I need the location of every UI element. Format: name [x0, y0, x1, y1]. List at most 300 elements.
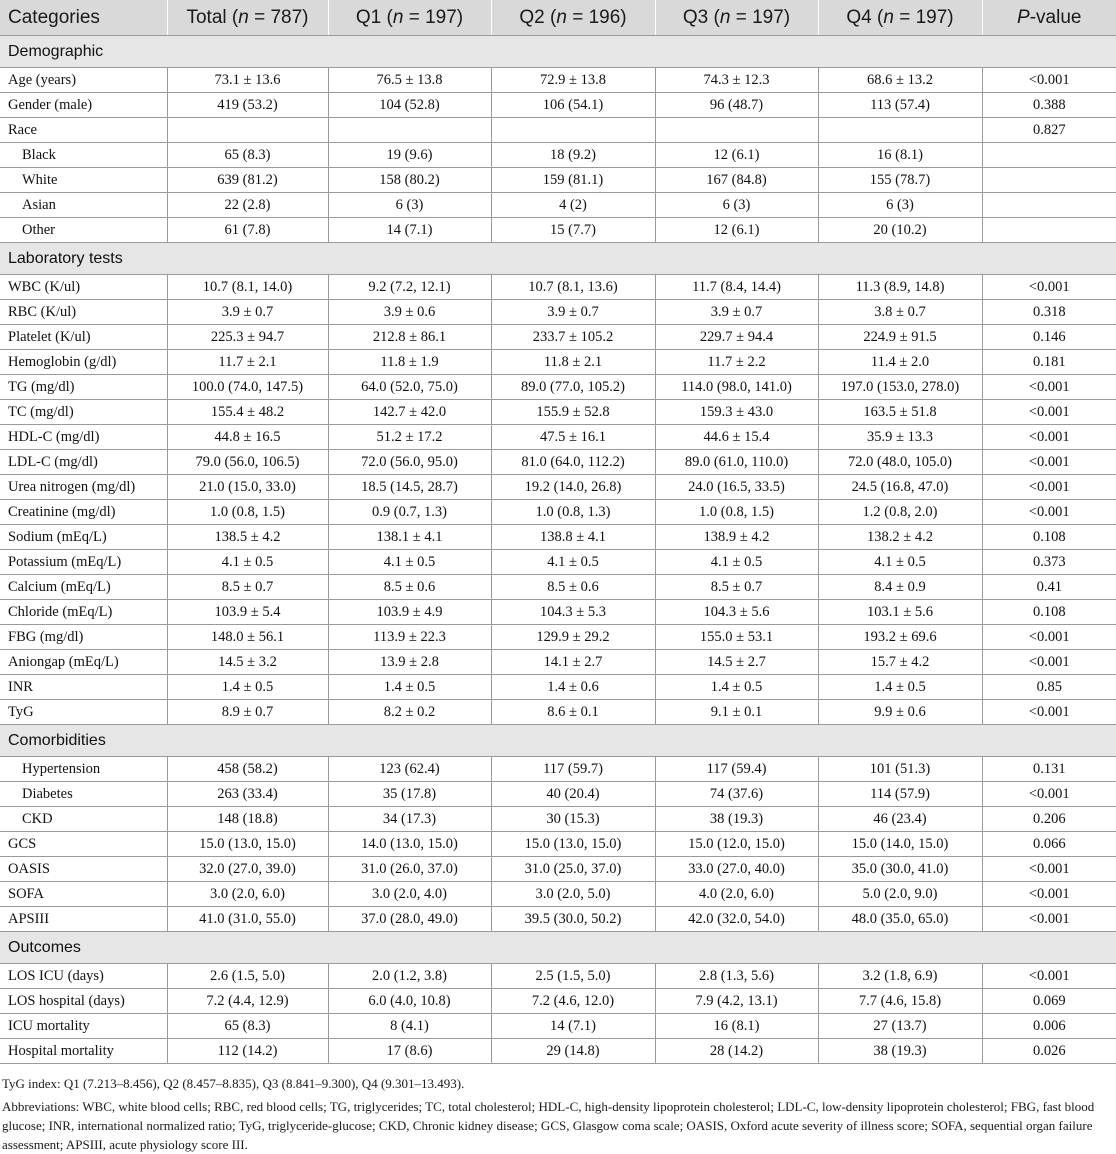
value-cell: 101 (51.3): [818, 757, 982, 782]
value-cell: 74 (37.6): [655, 782, 818, 807]
value-cell: 2.5 (1.5, 5.0): [491, 964, 655, 989]
value-cell: 30 (15.3): [491, 807, 655, 832]
value-cell: 11.4 ± 2.0: [818, 350, 982, 375]
p-value-cell: 0.41: [982, 575, 1116, 600]
abbreviations-note: Abbreviations: WBC, white blood cells; RBC, red blood cells; TG, triglycerides; TC, total cholesterol; HDL-C, high-density lipoprotein cholesterol; LDL-C, low-density lipoprotein cholesterol; FBG, fast blood glucose; INR, international normalized ratio; TyG, triglyceride-glucose; CKD, Chronic kidney disease; GCS, Glasgow coma scale; OASIS, Oxford acute severity of illness score; SOFA, sequential organ failure assessment; APSIII, acute physiology score III.: [2, 1099, 1095, 1152]
table-row: [0, 575, 1116, 600]
table-row: [0, 68, 1116, 93]
row-label: Creatinine (mg/dl): [0, 500, 167, 525]
value-cell: 14.1 ± 2.7: [491, 650, 655, 675]
table-row: [0, 675, 1116, 700]
p-value-cell: 0.069: [982, 989, 1116, 1014]
table-row: [0, 400, 1116, 425]
table-row: [0, 475, 1116, 500]
value-cell: 8.5 ± 0.7: [167, 575, 328, 600]
value-cell: 15.0 (12.0, 15.0): [655, 832, 818, 857]
value-cell: 8.6 ± 0.1: [491, 700, 655, 725]
p-value-cell: <0.001: [982, 475, 1116, 500]
row-label: OASIS: [0, 857, 167, 882]
value-cell: 113.9 ± 22.3: [328, 625, 491, 650]
table-row: [0, 857, 1116, 882]
value-cell: 14 (7.1): [328, 218, 491, 243]
value-cell: 21.0 (15.0, 33.0): [167, 475, 328, 500]
value-cell: 103.9 ± 5.4: [167, 600, 328, 625]
section-title: Outcomes: [0, 932, 1116, 964]
value-cell: 6 (3): [655, 193, 818, 218]
value-cell: 11.8 ± 2.1: [491, 350, 655, 375]
header-q2: Q2 (n = 196): [491, 0, 655, 36]
row-label: LOS ICU (days): [0, 964, 167, 989]
row-label: White: [0, 168, 167, 193]
value-cell: 72.0 (48.0, 105.0): [818, 450, 982, 475]
value-cell: 4.1 ± 0.5: [328, 550, 491, 575]
table-row: [0, 1039, 1116, 1064]
value-cell: 163.5 ± 51.8: [818, 400, 982, 425]
row-label: Urea nitrogen (mg/dl): [0, 475, 167, 500]
value-cell: 72.0 (56.0, 95.0): [328, 450, 491, 475]
value-cell: [167, 118, 328, 143]
p-value-cell: 0.066: [982, 832, 1116, 857]
value-cell: 2.0 (1.2, 3.8): [328, 964, 491, 989]
p-value-cell: 0.131: [982, 757, 1116, 782]
p-value-cell: 0.146: [982, 325, 1116, 350]
value-cell: 44.8 ± 16.5: [167, 425, 328, 450]
value-cell: 68.6 ± 13.2: [818, 68, 982, 93]
p-value-cell: <0.001: [982, 375, 1116, 400]
row-label: Aniongap (mEq/L): [0, 650, 167, 675]
p-value-cell: <0.001: [982, 450, 1116, 475]
value-cell: 2.8 (1.3, 5.6): [655, 964, 818, 989]
value-cell: 35 (17.8): [328, 782, 491, 807]
table-row: [0, 1014, 1116, 1039]
row-label: RBC (K/ul): [0, 300, 167, 325]
value-cell: 3.9 ± 0.7: [167, 300, 328, 325]
table-row: [0, 882, 1116, 907]
value-cell: 24.5 (16.8, 47.0): [818, 475, 982, 500]
table-row: [0, 989, 1116, 1014]
section-header-row: [0, 932, 1116, 964]
value-cell: 10.7 (8.1, 14.0): [167, 275, 328, 300]
value-cell: 14.0 (13.0, 15.0): [328, 832, 491, 857]
value-cell: 148 (18.8): [167, 807, 328, 832]
value-cell: 8 (4.1): [328, 1014, 491, 1039]
p-value-cell: 0.006: [982, 1014, 1116, 1039]
value-cell: 35.0 (30.0, 41.0): [818, 857, 982, 882]
value-cell: 155.4 ± 48.2: [167, 400, 328, 425]
section-header-row: [0, 725, 1116, 757]
value-cell: 51.2 ± 17.2: [328, 425, 491, 450]
value-cell: 103.9 ± 4.9: [328, 600, 491, 625]
value-cell: [328, 118, 491, 143]
value-cell: 15.7 ± 4.2: [818, 650, 982, 675]
row-label: CKD: [0, 807, 167, 832]
table-row: [0, 625, 1116, 650]
row-label: Black: [0, 143, 167, 168]
value-cell: 419 (53.2): [167, 93, 328, 118]
value-cell: 4.1 ± 0.5: [167, 550, 328, 575]
p-value-cell: [982, 143, 1116, 168]
value-cell: 10.7 (8.1, 13.6): [491, 275, 655, 300]
table-row: [0, 525, 1116, 550]
value-cell: 11.7 ± 2.2: [655, 350, 818, 375]
tyg-index-note: TyG index: Q1 (7.213–8.456), Q2 (8.457–8.835), Q3 (8.841–9.300), Q4 (9.301–13.493).: [2, 1076, 465, 1091]
value-cell: 155 (78.7): [818, 168, 982, 193]
value-cell: 458 (58.2): [167, 757, 328, 782]
value-cell: 155.0 ± 53.1: [655, 625, 818, 650]
value-cell: 155.9 ± 52.8: [491, 400, 655, 425]
p-value-cell: <0.001: [982, 882, 1116, 907]
p-value-cell: 0.206: [982, 807, 1116, 832]
row-label: Calcium (mEq/L): [0, 575, 167, 600]
value-cell: 17 (8.6): [328, 1039, 491, 1064]
value-cell: [491, 118, 655, 143]
value-cell: 18.5 (14.5, 28.7): [328, 475, 491, 500]
row-label: WBC (K/ul): [0, 275, 167, 300]
table-row: [0, 700, 1116, 725]
value-cell: 61 (7.8): [167, 218, 328, 243]
value-cell: 2.6 (1.5, 5.0): [167, 964, 328, 989]
row-label: LDL-C (mg/dl): [0, 450, 167, 475]
p-value-cell: [982, 218, 1116, 243]
value-cell: 3.8 ± 0.7: [818, 300, 982, 325]
table-row: [0, 193, 1116, 218]
value-cell: 14.5 ± 2.7: [655, 650, 818, 675]
value-cell: 3.9 ± 0.7: [491, 300, 655, 325]
value-cell: 13.9 ± 2.8: [328, 650, 491, 675]
header-p-value: P-value: [982, 0, 1116, 36]
table-row: [0, 118, 1116, 143]
value-cell: 29 (14.8): [491, 1039, 655, 1064]
value-cell: 142.7 ± 42.0: [328, 400, 491, 425]
header-q1: Q1 (n = 197): [328, 0, 491, 36]
value-cell: 81.0 (64.0, 112.2): [491, 450, 655, 475]
value-cell: 113 (57.4): [818, 93, 982, 118]
row-label: GCS: [0, 832, 167, 857]
value-cell: 4 (2): [491, 193, 655, 218]
value-cell: 114 (57.9): [818, 782, 982, 807]
value-cell: 7.2 (4.4, 12.9): [167, 989, 328, 1014]
value-cell: 48.0 (35.0, 65.0): [818, 907, 982, 932]
value-cell: 6 (3): [328, 193, 491, 218]
value-cell: 8.5 ± 0.7: [655, 575, 818, 600]
section-header-row: [0, 243, 1116, 275]
value-cell: 3.9 ± 0.6: [328, 300, 491, 325]
value-cell: 8.4 ± 0.9: [818, 575, 982, 600]
row-label: Sodium (mEq/L): [0, 525, 167, 550]
p-value-cell: 0.373: [982, 550, 1116, 575]
value-cell: 159.3 ± 43.0: [655, 400, 818, 425]
p-value-cell: [982, 193, 1116, 218]
p-value-cell: <0.001: [982, 700, 1116, 725]
value-cell: 44.6 ± 15.4: [655, 425, 818, 450]
value-cell: 39.5 (30.0, 50.2): [491, 907, 655, 932]
value-cell: 28 (14.2): [655, 1039, 818, 1064]
table-row: [0, 964, 1116, 989]
row-label: TC (mg/dl): [0, 400, 167, 425]
value-cell: 72.9 ± 13.8: [491, 68, 655, 93]
value-cell: 16 (8.1): [818, 143, 982, 168]
value-cell: 7.7 (4.6, 15.8): [818, 989, 982, 1014]
table-row: [0, 832, 1116, 857]
value-cell: 65 (8.3): [167, 1014, 328, 1039]
p-value-cell: 0.85: [982, 675, 1116, 700]
row-label: Chloride (mEq/L): [0, 600, 167, 625]
value-cell: 15.0 (13.0, 15.0): [167, 832, 328, 857]
value-cell: 24.0 (16.5, 33.5): [655, 475, 818, 500]
p-value-cell: <0.001: [982, 275, 1116, 300]
row-label: Potassium (mEq/L): [0, 550, 167, 575]
table-row: [0, 600, 1116, 625]
value-cell: 193.2 ± 69.6: [818, 625, 982, 650]
p-value-cell: <0.001: [982, 68, 1116, 93]
value-cell: 114.0 (98.0, 141.0): [655, 375, 818, 400]
p-value-cell: [982, 168, 1116, 193]
table-row: [0, 500, 1116, 525]
value-cell: 76.5 ± 13.8: [328, 68, 491, 93]
value-cell: 1.0 (0.8, 1.5): [167, 500, 328, 525]
value-cell: 159 (81.1): [491, 168, 655, 193]
row-label: INR: [0, 675, 167, 700]
value-cell: 27 (13.7): [818, 1014, 982, 1039]
value-cell: 31.0 (25.0, 37.0): [491, 857, 655, 882]
value-cell: 15.0 (13.0, 15.0): [491, 832, 655, 857]
value-cell: 32.0 (27.0, 39.0): [167, 857, 328, 882]
row-label: ICU mortality: [0, 1014, 167, 1039]
value-cell: 229.7 ± 94.4: [655, 325, 818, 350]
value-cell: 6 (3): [818, 193, 982, 218]
table-row: [0, 550, 1116, 575]
p-value-cell: 0.108: [982, 525, 1116, 550]
row-label: FBG (mg/dl): [0, 625, 167, 650]
value-cell: 106 (54.1): [491, 93, 655, 118]
value-cell: 42.0 (32.0, 54.0): [655, 907, 818, 932]
value-cell: 639 (81.2): [167, 168, 328, 193]
header-q4: Q4 (n = 197): [818, 0, 982, 36]
table-body: [0, 36, 1116, 1064]
table-footnotes: [0, 1064, 1116, 1154]
value-cell: 40 (20.4): [491, 782, 655, 807]
value-cell: 104.3 ± 5.3: [491, 600, 655, 625]
value-cell: 263 (33.4): [167, 782, 328, 807]
value-cell: [655, 118, 818, 143]
table-row: [0, 650, 1116, 675]
value-cell: 8.2 ± 0.2: [328, 700, 491, 725]
value-cell: 103.1 ± 5.6: [818, 600, 982, 625]
p-value-cell: <0.001: [982, 500, 1116, 525]
value-cell: 8.9 ± 0.7: [167, 700, 328, 725]
value-cell: 73.1 ± 13.6: [167, 68, 328, 93]
value-cell: 1.4 ± 0.5: [655, 675, 818, 700]
value-cell: 19 (9.6): [328, 143, 491, 168]
value-cell: 89.0 (77.0, 105.2): [491, 375, 655, 400]
row-label: Hospital mortality: [0, 1039, 167, 1064]
value-cell: 46 (23.4): [818, 807, 982, 832]
value-cell: 129.9 ± 29.2: [491, 625, 655, 650]
value-cell: 3.0 (2.0, 6.0): [167, 882, 328, 907]
section-title: Demographic: [0, 36, 1116, 68]
value-cell: 79.0 (56.0, 106.5): [167, 450, 328, 475]
value-cell: 233.7 ± 105.2: [491, 325, 655, 350]
value-cell: 1.4 ± 0.5: [167, 675, 328, 700]
p-value-cell: 0.388: [982, 93, 1116, 118]
p-value-cell: <0.001: [982, 964, 1116, 989]
row-label: LOS hospital (days): [0, 989, 167, 1014]
table-row: [0, 450, 1116, 475]
value-cell: 15 (7.7): [491, 218, 655, 243]
value-cell: 5.0 (2.0, 9.0): [818, 882, 982, 907]
table-row: [0, 807, 1116, 832]
value-cell: 12 (6.1): [655, 218, 818, 243]
table-row: [0, 300, 1116, 325]
value-cell: 138.5 ± 4.2: [167, 525, 328, 550]
p-value-cell: <0.001: [982, 907, 1116, 932]
value-cell: 225.3 ± 94.7: [167, 325, 328, 350]
value-cell: 1.2 (0.8, 2.0): [818, 500, 982, 525]
section-title: Laboratory tests: [0, 243, 1116, 275]
value-cell: 22 (2.8): [167, 193, 328, 218]
value-cell: 158 (80.2): [328, 168, 491, 193]
value-cell: 117 (59.4): [655, 757, 818, 782]
value-cell: 74.3 ± 12.3: [655, 68, 818, 93]
value-cell: 33.0 (27.0, 40.0): [655, 857, 818, 882]
value-cell: 138.1 ± 4.1: [328, 525, 491, 550]
value-cell: 11.3 (8.9, 14.8): [818, 275, 982, 300]
value-cell: 1.4 ± 0.6: [491, 675, 655, 700]
value-cell: 104.3 ± 5.6: [655, 600, 818, 625]
row-label: Diabetes: [0, 782, 167, 807]
value-cell: 148.0 ± 56.1: [167, 625, 328, 650]
value-cell: 4.1 ± 0.5: [491, 550, 655, 575]
value-cell: [818, 118, 982, 143]
p-value-cell: <0.001: [982, 625, 1116, 650]
value-cell: 4.1 ± 0.5: [818, 550, 982, 575]
p-value-cell: 0.181: [982, 350, 1116, 375]
table-row: [0, 168, 1116, 193]
value-cell: 65 (8.3): [167, 143, 328, 168]
value-cell: 1.0 (0.8, 1.3): [491, 500, 655, 525]
header-q3: Q3 (n = 197): [655, 0, 818, 36]
value-cell: 3.9 ± 0.7: [655, 300, 818, 325]
table-row: [0, 325, 1116, 350]
row-label: SOFA: [0, 882, 167, 907]
p-value-cell: 0.318: [982, 300, 1116, 325]
row-label: HDL-C (mg/dl): [0, 425, 167, 450]
value-cell: 224.9 ± 91.5: [818, 325, 982, 350]
value-cell: 15.0 (14.0, 15.0): [818, 832, 982, 857]
value-cell: 12 (6.1): [655, 143, 818, 168]
value-cell: 0.9 (0.7, 1.3): [328, 500, 491, 525]
header-row: [0, 0, 1116, 36]
value-cell: 9.9 ± 0.6: [818, 700, 982, 725]
value-cell: 123 (62.4): [328, 757, 491, 782]
value-cell: 3.0 (2.0, 4.0): [328, 882, 491, 907]
value-cell: 16 (8.1): [655, 1014, 818, 1039]
value-cell: 47.5 ± 16.1: [491, 425, 655, 450]
value-cell: 89.0 (61.0, 110.0): [655, 450, 818, 475]
value-cell: 4.0 (2.0, 6.0): [655, 882, 818, 907]
section-title: Comorbidities: [0, 725, 1116, 757]
row-label: Age (years): [0, 68, 167, 93]
row-label: Hemoglobin (g/dl): [0, 350, 167, 375]
value-cell: 7.2 (4.6, 12.0): [491, 989, 655, 1014]
value-cell: 41.0 (31.0, 55.0): [167, 907, 328, 932]
row-label: TyG: [0, 700, 167, 725]
row-label: APSIII: [0, 907, 167, 932]
table-row: [0, 907, 1116, 932]
value-cell: 117 (59.7): [491, 757, 655, 782]
table-row: [0, 143, 1116, 168]
row-label: Other: [0, 218, 167, 243]
value-cell: 38 (19.3): [655, 807, 818, 832]
value-cell: 35.9 ± 13.3: [818, 425, 982, 450]
value-cell: 100.0 (74.0, 147.5): [167, 375, 328, 400]
header-categories: Categories: [0, 0, 167, 36]
table-row: [0, 93, 1116, 118]
value-cell: 138.9 ± 4.2: [655, 525, 818, 550]
row-label: TG (mg/dl): [0, 375, 167, 400]
row-label: Asian: [0, 193, 167, 218]
value-cell: 112 (14.2): [167, 1039, 328, 1064]
value-cell: 34 (17.3): [328, 807, 491, 832]
row-label: Gender (male): [0, 93, 167, 118]
table-row: [0, 375, 1116, 400]
value-cell: 1.4 ± 0.5: [818, 675, 982, 700]
value-cell: 197.0 (153.0, 278.0): [818, 375, 982, 400]
p-value-cell: <0.001: [982, 425, 1116, 450]
value-cell: 3.2 (1.8, 6.9): [818, 964, 982, 989]
value-cell: 19.2 (14.0, 26.8): [491, 475, 655, 500]
section-header-row: [0, 36, 1116, 68]
value-cell: 11.7 (8.4, 14.4): [655, 275, 818, 300]
value-cell: 31.0 (26.0, 37.0): [328, 857, 491, 882]
value-cell: 18 (9.2): [491, 143, 655, 168]
value-cell: 37.0 (28.0, 49.0): [328, 907, 491, 932]
p-value-cell: 0.827: [982, 118, 1116, 143]
value-cell: 104 (52.8): [328, 93, 491, 118]
value-cell: 11.7 ± 2.1: [167, 350, 328, 375]
value-cell: 4.1 ± 0.5: [655, 550, 818, 575]
p-value-cell: 0.108: [982, 600, 1116, 625]
value-cell: 9.1 ± 0.1: [655, 700, 818, 725]
value-cell: 8.5 ± 0.6: [491, 575, 655, 600]
value-cell: 3.0 (2.0, 5.0): [491, 882, 655, 907]
value-cell: 167 (84.8): [655, 168, 818, 193]
value-cell: 64.0 (52.0, 75.0): [328, 375, 491, 400]
table-row: [0, 782, 1116, 807]
value-cell: 8.5 ± 0.6: [328, 575, 491, 600]
value-cell: 6.0 (4.0, 10.8): [328, 989, 491, 1014]
row-label: Race: [0, 118, 167, 143]
table-row: [0, 350, 1116, 375]
value-cell: 38 (19.3): [818, 1039, 982, 1064]
value-cell: 1.0 (0.8, 1.5): [655, 500, 818, 525]
p-value-cell: <0.001: [982, 650, 1116, 675]
value-cell: 9.2 (7.2, 12.1): [328, 275, 491, 300]
p-value-cell: 0.026: [982, 1039, 1116, 1064]
value-cell: 11.8 ± 1.9: [328, 350, 491, 375]
table-row: [0, 275, 1116, 300]
p-value-cell: <0.001: [982, 400, 1116, 425]
p-value-cell: <0.001: [982, 857, 1116, 882]
value-cell: 138.8 ± 4.1: [491, 525, 655, 550]
value-cell: 20 (10.2): [818, 218, 982, 243]
row-label: Hypertension: [0, 757, 167, 782]
table-row: [0, 218, 1116, 243]
header-total: Total (n = 787): [167, 0, 328, 36]
table-row: [0, 757, 1116, 782]
value-cell: 7.9 (4.2, 13.1): [655, 989, 818, 1014]
value-cell: 96 (48.7): [655, 93, 818, 118]
